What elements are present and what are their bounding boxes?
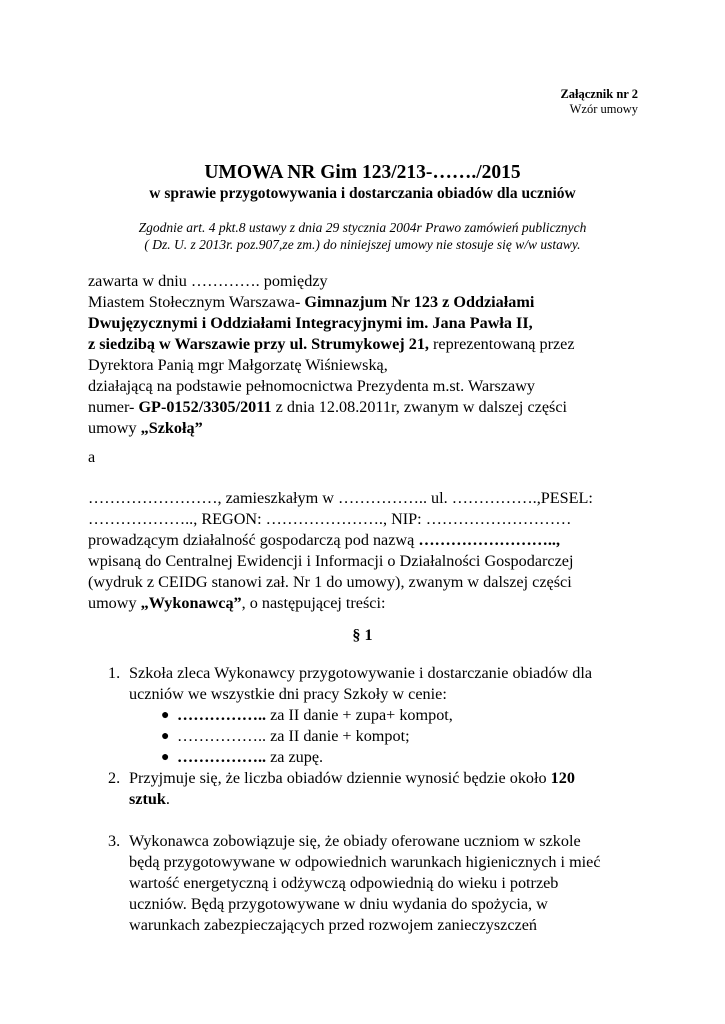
text-line: wpisaną do Centralnej Ewidencji i Informacji o Działalności Gospodarczej xyxy=(88,552,574,570)
text-line xyxy=(88,292,648,313)
annex-subtitle: Wzór umowy xyxy=(569,102,638,116)
clause-item-1 xyxy=(88,663,648,768)
bullet-icon: ● xyxy=(161,708,170,723)
text-line xyxy=(129,768,648,789)
text-span: z dnia 12.08.2011r, zwanym w dalszej części xyxy=(271,398,567,416)
text-span: Miastem Stołecznym Warszawa- xyxy=(88,293,305,311)
list-item xyxy=(129,705,648,726)
list-item xyxy=(129,726,648,747)
text-span: za zupę. xyxy=(266,748,324,766)
text-line: ……………………, zamieszkałym w …………….. ul. …………….,PESEL: xyxy=(88,489,593,507)
text-span: …………….. za II danie + kompot; xyxy=(177,727,410,745)
text-span: za II danie + zupa+ kompot, xyxy=(266,706,453,724)
contractor-alias: „Wykonawcą” xyxy=(140,594,242,612)
list-item xyxy=(129,747,648,768)
legal-note-line-1: Zgodnie art. 4 pkt.8 ustawy z dnia 29 stycznia 2004r Prawo zamówień publicznych xyxy=(138,220,587,235)
business-name-placeholder: …………………….., xyxy=(418,531,560,549)
text-line: zawarta w dniu …………. pomiędzy xyxy=(88,272,328,290)
clause-number: 1. xyxy=(108,664,121,682)
text-line: warunkach zabezpieczających przed rozwojem zanieczyszczeń xyxy=(129,916,538,934)
text-line: działającą na podstawie pełnomocnictwa Prezydenta m.st. Warszawy xyxy=(88,377,535,395)
school-name: Gimnazjum Nr 123 z Oddziałami xyxy=(304,293,535,311)
contract-subtitle: w sprawie przygotowywania i dostarczania obiadów dla uczniów xyxy=(149,185,576,202)
school-alias: „Szkołą” xyxy=(140,419,203,437)
legal-note xyxy=(0,219,725,253)
text-line: ……………….., REGON: …………………., NIP: ……………………… xyxy=(88,510,572,528)
text-line: Dyrektora Panią mgr Małgorzatę Wiśniewską, xyxy=(88,356,388,374)
clause-item-3 xyxy=(88,831,648,936)
text-span: Przyjmuje się, że liczba obiadów dziennie wynosić będzie około xyxy=(129,769,551,787)
text-span: . xyxy=(165,790,170,808)
clause-number: 3. xyxy=(108,832,121,850)
section-heading: § 1 xyxy=(352,626,373,644)
school-address: z siedzibą w Warszawie przy ul. Strumykowej 21, xyxy=(88,335,429,353)
text-line xyxy=(88,593,648,614)
text-span: umowy xyxy=(88,419,141,437)
price-placeholder: …………….. xyxy=(177,706,267,724)
text-line xyxy=(88,418,648,439)
party-school-block xyxy=(88,271,648,439)
authorization-number: GP-0152/3305/2011 xyxy=(138,398,272,416)
text-line xyxy=(88,334,648,355)
text-line xyxy=(88,397,648,418)
clause-item-2 xyxy=(88,768,648,810)
meal-count: 120 xyxy=(550,769,575,787)
clause-list xyxy=(88,663,648,936)
contract-title: UMOWA NR Gim 123/213-……./2015 xyxy=(204,162,521,183)
bullet-icon: ● xyxy=(161,729,170,744)
text-line: będą przygotowywane w odpowiednich warunkach higienicznych i mieć xyxy=(129,853,601,871)
text-span: prowadzącym działalność gospodarczą pod nazwą xyxy=(88,531,419,549)
legal-note-line-2: ( Dz. U. z 2013r. poz.907,ze zm.) do niniejszej umowy nie stosuje się w/w ustawy. xyxy=(144,237,581,252)
annex-label xyxy=(560,87,638,117)
text-line xyxy=(88,530,648,551)
text-line: uczniów. Będą przygotowywane w dniu wydania do spożycia, w xyxy=(129,895,548,913)
clause-number: 2. xyxy=(108,769,121,787)
party-contractor-block xyxy=(88,488,648,614)
text-line: uczniów we wszystkie dni pracy Szkoły w cenie: xyxy=(129,685,447,703)
text-line: Wykonawca zobowiązuje się, że obiady oferowane uczniom w szkole xyxy=(129,832,581,850)
bullet-icon: ● xyxy=(161,750,170,765)
text-line: (wydruk z CEIDG stanowi zał. Nr 1 do umowy), zwanym w dalszej części xyxy=(88,573,572,591)
text-line: wartość energetyczną i odżywczą odpowiednią do wieku i potrzeb xyxy=(129,874,559,892)
price-placeholder: …………….. xyxy=(177,748,267,766)
text-line: Szkoła zleca Wykonawcy przygotowywanie i dostarczanie obiadów dla xyxy=(129,664,593,682)
text-span: umowy xyxy=(88,594,141,612)
annex-number: Załącznik nr 2 xyxy=(560,87,638,101)
text-span: , o następującej treści: xyxy=(241,594,386,612)
school-name-cont: Dwujęzycznymi i Oddziałami Integracyjnymi im. Jana Pawła II, xyxy=(88,314,533,332)
text-span: numer- xyxy=(88,398,139,416)
meal-unit: sztuk xyxy=(129,790,166,808)
party-separator: a xyxy=(88,448,96,466)
text-span: reprezentowaną przez xyxy=(428,335,575,353)
text-line xyxy=(129,789,648,810)
price-list xyxy=(129,705,648,768)
